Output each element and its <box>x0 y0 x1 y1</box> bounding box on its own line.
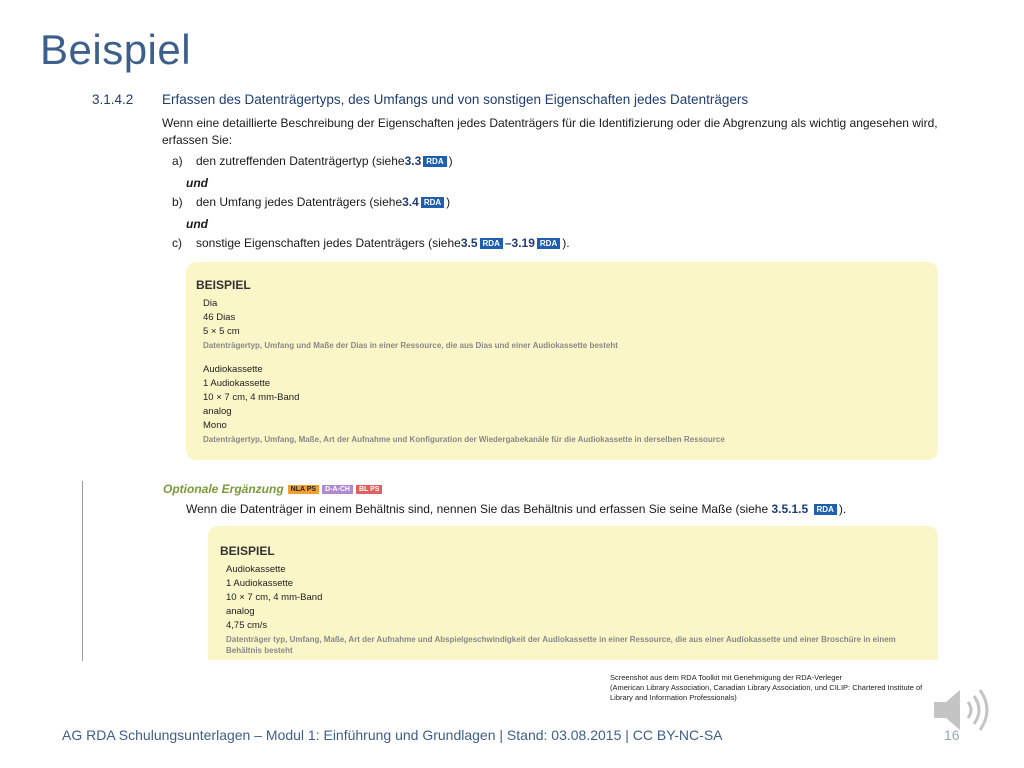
list-suffix: ) <box>448 154 453 168</box>
example-line: 1 Audiokassette <box>203 378 271 389</box>
section-number: 3.1.4.2 <box>92 92 134 107</box>
slide-title: Beispiel <box>40 26 192 73</box>
intro-line: erfassen Sie: <box>162 133 233 147</box>
example-note: Datenträgertyp, Umfang und Maße der Dias in einer Ressource, die aus Dias und einer Audiokassette besteht <box>203 341 618 350</box>
example-line: 46 Dias <box>203 312 236 323</box>
policy-badge-bl[interactable]: BL PS <box>356 485 383 494</box>
example-line: 10 × 7 cm, 4 mm-Band <box>226 592 323 603</box>
rda-badge[interactable]: RDA <box>423 156 446 167</box>
page-number: 16 <box>944 727 960 743</box>
caption-line: Library and Information Professionals) <box>610 693 737 702</box>
example-note: Datenträger typ, Umfang, Maße, Art der Aufnahme und Abspielgeschwindigkeit der Audiokassette in einer Ressource, die aus einer Audiokassette und einer Broschüre in einem <box>226 635 896 644</box>
example-line: 5 × 5 cm <box>203 326 240 337</box>
list-suffix: ) <box>446 195 451 209</box>
optional-heading <box>163 482 385 496</box>
example-note: Behältnis besteht <box>226 646 293 655</box>
rule-reference-link[interactable]: 3.4 <box>402 195 419 209</box>
policy-badge-dach[interactable]: D-A-CH <box>322 485 353 494</box>
rda-badge[interactable]: RDA <box>421 197 444 208</box>
optional-suffix: ). <box>838 502 847 516</box>
optional-title: Optionale Ergänzung <box>163 482 284 496</box>
example-line: analog <box>203 406 232 417</box>
example-title: BEISPIEL <box>220 544 275 558</box>
speaker-icon[interactable] <box>928 680 998 740</box>
section-title: Erfassen des Datenträgertyps, des Umfangs und von sonstigen Eigenschaften jedes Datenträgers <box>162 92 749 107</box>
example-box <box>208 526 938 660</box>
list-item-b <box>172 195 450 209</box>
rule-reference-link[interactable]: 3.19 <box>511 236 535 250</box>
example-line: 10 × 7 cm, 4 mm-Band <box>203 392 300 403</box>
list-text: den Umfang jedes Datenträgers (siehe <box>196 195 403 209</box>
optional-marker-bar <box>82 481 83 661</box>
rda-badge[interactable]: RDA <box>480 238 503 249</box>
intro-text <box>162 115 942 149</box>
range-dash: – <box>504 236 512 250</box>
rda-badge[interactable]: RDA <box>537 238 560 249</box>
rule-reference-link[interactable]: 3.5 <box>460 236 478 250</box>
example-line: Audiokassette <box>226 564 286 575</box>
conjunction-und: und <box>186 176 208 190</box>
list-text: den zutreffenden Datenträgertyp (siehe <box>196 154 405 168</box>
example-line: Dia <box>203 298 218 309</box>
intro-line: Wenn eine detaillierte Beschreibung der Eigenschaften jedes Datenträgers für die Identifizierung oder die Abgrenzung als wichtig angesehen wird, <box>162 116 938 130</box>
example-line: Audiokassette <box>203 364 263 375</box>
example-note: Datenträgertyp, Umfang, Maße, Art der Aufnahme und Konfiguration der Wiedergabekanäle für die Audiokassette in derselben Ressource <box>203 435 725 444</box>
rda-badge[interactable]: RDA <box>814 504 837 515</box>
rule-reference-link[interactable]: 3.3 <box>404 154 422 168</box>
list-letter: c) <box>172 236 182 250</box>
list-item-a <box>172 154 453 168</box>
example-title: BEISPIEL <box>196 278 251 292</box>
section-heading <box>92 92 952 107</box>
caption-line: Screenshot aus dem RDA Toolkit mit Genehmigung der RDA-Verleger <box>610 673 843 682</box>
conjunction-und: und <box>186 217 208 231</box>
screenshot-caption <box>610 673 940 703</box>
list-letter: b) <box>172 195 183 209</box>
list-item-c <box>172 236 570 250</box>
caption-line: (American Library Association, Canadian Library Association, und CILIP: Chartered Institute of <box>610 683 923 692</box>
example-line: 1 Audiokassette <box>226 578 294 589</box>
rule-reference-link[interactable]: 3.5.1.5 <box>771 502 809 516</box>
list-text: sonstige Eigenschaften jedes Datenträgers (siehe <box>196 236 461 250</box>
example-box <box>186 262 938 460</box>
list-letter: a) <box>172 154 183 168</box>
list-suffix: ). <box>562 236 570 250</box>
optional-text <box>186 502 846 516</box>
policy-badge-nla[interactable]: NLA PS <box>288 485 319 494</box>
footer-text: AG RDA Schulungsunterlagen – Modul 1: Einführung und Grundlagen | Stand: 03.08.2015 | CC BY-NC-SA <box>62 727 723 743</box>
example-line: 4,75 cm/s <box>226 620 268 631</box>
example-line: Mono <box>203 420 227 431</box>
optional-body: Wenn die Datenträger in einem Behältnis sind, nennen Sie das Behältnis und erfassen Sie seine Maße (siehe <box>186 502 772 516</box>
example-line: analog <box>226 606 255 617</box>
